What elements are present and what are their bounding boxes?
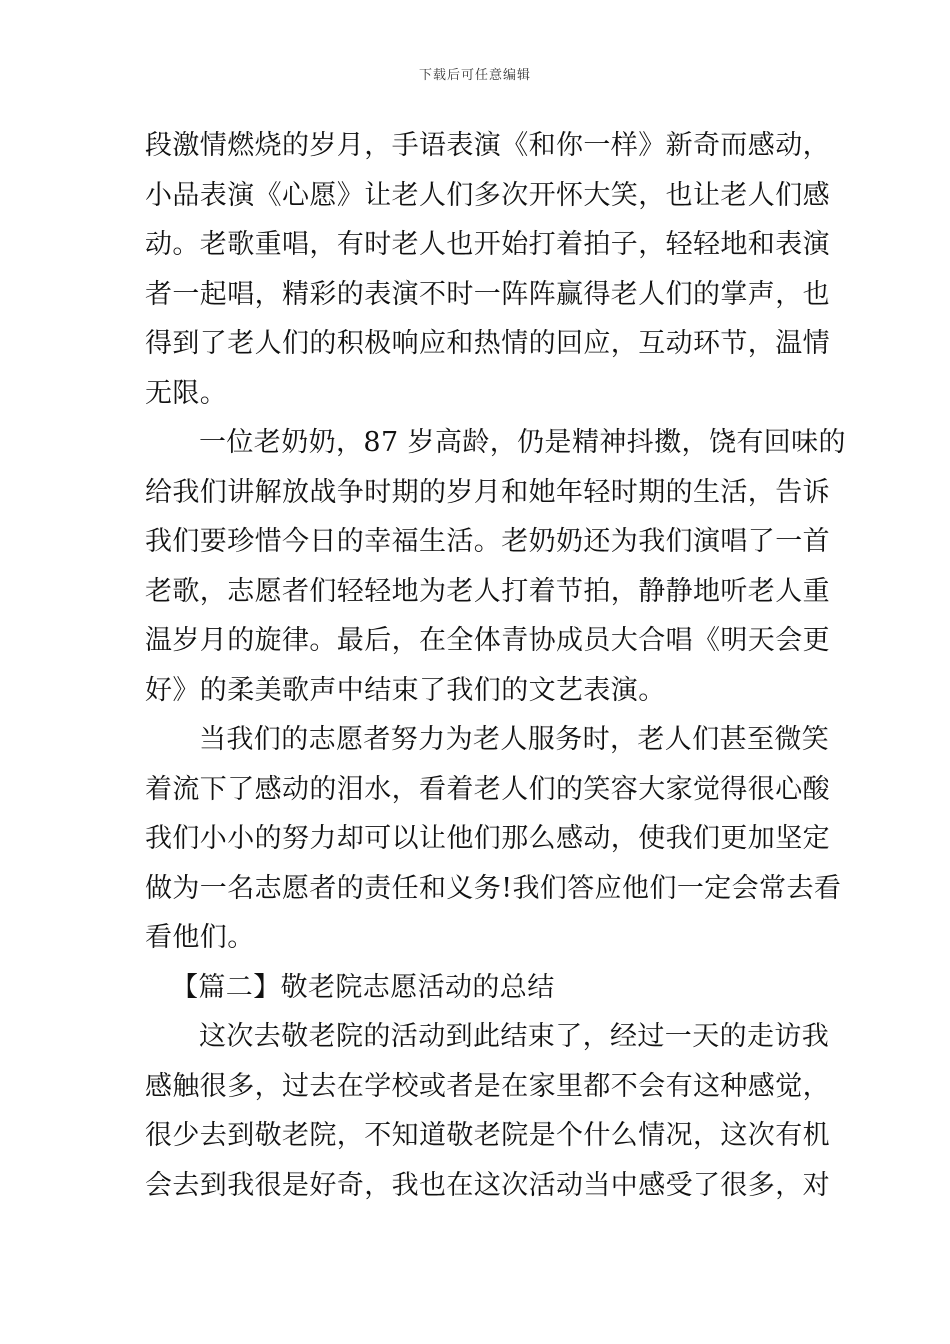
text-line: 老歌，志愿者们轻轻地为老人打着节拍，静静地听老人重 [145,575,830,607]
text-line: 看他们。 [145,922,255,953]
paragraph-start-line: 这次去敬老院的活动到此结束了，经过一天的走访我 [199,1021,830,1052]
text-line: 温岁月的旋律。最后，在全体青协成员大合唱《明天会更 [145,625,830,656]
text-line: 小品表演《心愿》让老人们多次开怀大笑，也让老人们感 [145,179,830,211]
paragraph-start-line: 一位老奶奶，87 岁高龄，仍是精神抖擞，饶有回味的 [199,427,846,458]
text-line: 感触很多，过去在学校或者是在家里都不会有这种感觉， [145,1070,830,1102]
text-line: 我们要珍惜今日的幸福生活。老奶奶还为我们演唱了一首 [145,526,830,557]
text-line: 无限。 [145,377,228,409]
paragraph-start-line: 当我们的志愿者努力为老人服务时，老人们甚至微笑 [199,724,830,755]
text-line: 着流下了感动的泪水，看着老人们的笑容大家觉得很心酸 [145,773,830,805]
text-line: 得到了老人们的积极响应和热情的回应，互动环节，温情 [145,328,830,359]
text-line: 会去到我很是好奇，我也在这次活动当中感受了很多，对 [145,1169,830,1201]
page-header: 下载后可任意编辑 [418,68,531,83]
text-line: 动。老歌重唱，有时老人也开始打着拍子，轻轻地和表演 [145,229,830,260]
text-line: 好》的柔美歌声中结束了我们的文艺表演。 [145,674,666,706]
section-heading: 【篇二】敬老院志愿活动的总结 [171,971,555,1003]
body-text [145,121,846,1210]
text-line: 给我们讲解放战争时期的岁月和她年轻时期的生活，告诉 [145,476,830,508]
text-line: 我们小小的努力却可以让他们那么感动，使我们更加坚定 [145,823,830,854]
text-line: 者一起唱，精彩的表演不时一阵阵赢得老人们的掌声，也 [145,278,830,310]
text-line: 做为一名志愿者的责任和义务!我们答应他们一定会常去看 [145,872,842,904]
text-line: 很少去到敬老院，不知道敬老院是个什么情况，这次有机 [145,1120,830,1151]
text-line: 段激情燃烧的岁月，手语表演《和你一样》新奇而感动， [145,130,830,161]
